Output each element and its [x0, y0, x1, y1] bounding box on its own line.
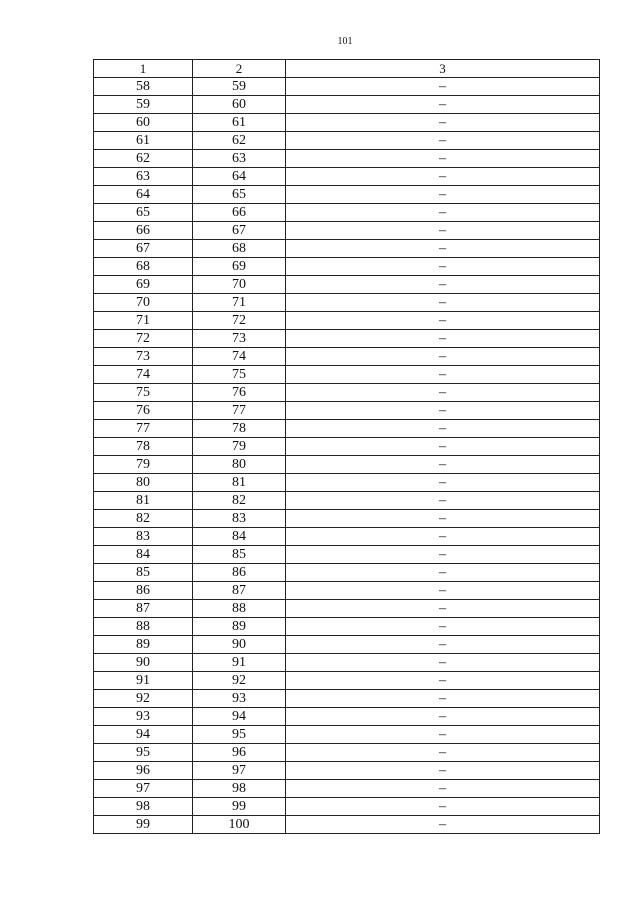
table-row	[94, 258, 600, 276]
table-row	[94, 492, 600, 510]
table-row	[94, 636, 600, 654]
table-cell-col-1: 98	[94, 798, 193, 816]
table-cell-col-1: 71	[94, 312, 193, 330]
table-cell-col-1: 97	[94, 780, 193, 798]
table-cell-col-3: –	[286, 384, 600, 402]
table-cell-col-2: 74	[193, 348, 286, 366]
table-cell-col-1: 95	[94, 744, 193, 762]
table-row	[94, 654, 600, 672]
table-cell-col-3: –	[286, 744, 600, 762]
table-row	[94, 168, 600, 186]
table-cell-col-3: –	[286, 420, 600, 438]
table-row	[94, 690, 600, 708]
table-cell-col-3: –	[286, 474, 600, 492]
table-cell-col-2: 81	[193, 474, 286, 492]
table-cell-col-2: 66	[193, 204, 286, 222]
table-cell-col-2: 73	[193, 330, 286, 348]
table-cell-col-3: –	[286, 168, 600, 186]
table-cell-col-2: 59	[193, 78, 286, 96]
table-cell-col-1: 66	[94, 222, 193, 240]
table-cell-col-1: 96	[94, 762, 193, 780]
table-row	[94, 78, 600, 96]
table-cell-col-3: –	[286, 726, 600, 744]
table-cell-col-3: –	[286, 456, 600, 474]
table-cell-col-2: 100	[193, 816, 286, 834]
table-cell-col-3: –	[286, 600, 600, 618]
data-table	[93, 59, 600, 834]
table-cell-col-2: 77	[193, 402, 286, 420]
table-cell-col-2: 67	[193, 222, 286, 240]
table-cell-col-2: 60	[193, 96, 286, 114]
table-cell-col-1: 92	[94, 690, 193, 708]
table-row	[94, 276, 600, 294]
table-cell-col-2: 83	[193, 510, 286, 528]
header-row	[94, 60, 600, 78]
table-row	[94, 240, 600, 258]
table-cell-col-3: –	[286, 186, 600, 204]
table-header	[94, 60, 600, 78]
table-cell-col-3: –	[286, 96, 600, 114]
table-cell-col-1: 82	[94, 510, 193, 528]
table-cell-col-1: 72	[94, 330, 193, 348]
table-row	[94, 546, 600, 564]
table-cell-col-3: –	[286, 240, 600, 258]
table-row	[94, 744, 600, 762]
table-cell-col-1: 59	[94, 96, 193, 114]
table-cell-col-3: –	[286, 672, 600, 690]
table-cell-col-1: 73	[94, 348, 193, 366]
table-cell-col-2: 93	[193, 690, 286, 708]
table-cell-col-1: 89	[94, 636, 193, 654]
table-cell-col-3: –	[286, 258, 600, 276]
table-cell-col-2: 92	[193, 672, 286, 690]
table-cell-col-1: 60	[94, 114, 193, 132]
table-row	[94, 816, 600, 834]
table-row	[94, 402, 600, 420]
table-cell-col-3: –	[286, 528, 600, 546]
table-row	[94, 798, 600, 816]
table-cell-col-1: 87	[94, 600, 193, 618]
table-cell-col-3: –	[286, 636, 600, 654]
table-row	[94, 420, 600, 438]
table-cell-col-1: 74	[94, 366, 193, 384]
table-row	[94, 294, 600, 312]
table-cell-col-1: 79	[94, 456, 193, 474]
table-row	[94, 132, 600, 150]
table-cell-col-1: 99	[94, 816, 193, 834]
table-row	[94, 384, 600, 402]
table-cell-col-3: –	[286, 546, 600, 564]
table-cell-col-3: –	[286, 564, 600, 582]
table-cell-col-3: –	[286, 132, 600, 150]
table-row	[94, 762, 600, 780]
table-cell-col-2: 71	[193, 294, 286, 312]
table-cell-col-3: –	[286, 348, 600, 366]
table-row	[94, 564, 600, 582]
table-cell-col-1: 78	[94, 438, 193, 456]
table-cell-col-1: 58	[94, 78, 193, 96]
table-cell-col-1: 88	[94, 618, 193, 636]
table-row	[94, 438, 600, 456]
table-cell-col-3: –	[286, 222, 600, 240]
table-row	[94, 618, 600, 636]
column-header-2: 2	[193, 60, 286, 78]
table-cell-col-2: 68	[193, 240, 286, 258]
table-cell-col-1: 70	[94, 294, 193, 312]
table-cell-col-2: 80	[193, 456, 286, 474]
table-cell-col-2: 62	[193, 132, 286, 150]
table-cell-col-2: 90	[193, 636, 286, 654]
table-cell-col-2: 79	[193, 438, 286, 456]
table-cell-col-1: 91	[94, 672, 193, 690]
table-row	[94, 780, 600, 798]
table-cell-col-2: 61	[193, 114, 286, 132]
table-cell-col-2: 86	[193, 564, 286, 582]
table-cell-col-2: 85	[193, 546, 286, 564]
table-cell-col-3: –	[286, 708, 600, 726]
table-cell-col-3: –	[286, 762, 600, 780]
table-cell-col-3: –	[286, 510, 600, 528]
table-cell-col-1: 63	[94, 168, 193, 186]
table-cell-col-2: 87	[193, 582, 286, 600]
table-cell-col-2: 69	[193, 258, 286, 276]
table-row	[94, 96, 600, 114]
table-row	[94, 348, 600, 366]
column-header-1: 1	[94, 60, 193, 78]
table-cell-col-3: –	[286, 816, 600, 834]
table-row	[94, 528, 600, 546]
table-cell-col-1: 64	[94, 186, 193, 204]
table-cell-col-2: 99	[193, 798, 286, 816]
table-cell-col-1: 77	[94, 420, 193, 438]
table-row	[94, 456, 600, 474]
table-cell-col-1: 80	[94, 474, 193, 492]
table-cell-col-2: 76	[193, 384, 286, 402]
table-row	[94, 222, 600, 240]
table-row	[94, 186, 600, 204]
table-cell-col-3: –	[286, 294, 600, 312]
table-cell-col-3: –	[286, 438, 600, 456]
table-cell-col-1: 81	[94, 492, 193, 510]
table-cell-col-3: –	[286, 798, 600, 816]
column-header-3: 3	[286, 60, 600, 78]
table-row	[94, 672, 600, 690]
table-cell-col-1: 67	[94, 240, 193, 258]
table-cell-col-3: –	[286, 312, 600, 330]
table-row	[94, 726, 600, 744]
table-row	[94, 366, 600, 384]
table-cell-col-1: 86	[94, 582, 193, 600]
table-cell-col-3: –	[286, 492, 600, 510]
table-cell-col-2: 98	[193, 780, 286, 798]
table-cell-col-1: 94	[94, 726, 193, 744]
table-cell-col-1: 65	[94, 204, 193, 222]
table-cell-col-3: –	[286, 78, 600, 96]
table-cell-col-1: 62	[94, 150, 193, 168]
table-cell-col-2: 82	[193, 492, 286, 510]
table-row	[94, 582, 600, 600]
table-row	[94, 600, 600, 618]
table-cell-col-1: 61	[94, 132, 193, 150]
table-cell-col-2: 84	[193, 528, 286, 546]
table-cell-col-3: –	[286, 618, 600, 636]
table-cell-col-2: 96	[193, 744, 286, 762]
table-cell-col-3: –	[286, 402, 600, 420]
table-cell-col-3: –	[286, 366, 600, 384]
table-cell-col-2: 95	[193, 726, 286, 744]
table-cell-col-2: 89	[193, 618, 286, 636]
table-cell-col-2: 64	[193, 168, 286, 186]
table-cell-col-3: –	[286, 330, 600, 348]
table-row	[94, 474, 600, 492]
table-cell-col-2: 94	[193, 708, 286, 726]
table-row	[94, 330, 600, 348]
table-cell-col-2: 78	[193, 420, 286, 438]
table-body	[94, 78, 600, 834]
table-cell-col-2: 91	[193, 654, 286, 672]
table-row	[94, 510, 600, 528]
page-number: 101	[337, 36, 353, 47]
table-cell-col-2: 88	[193, 600, 286, 618]
table-cell-col-1: 83	[94, 528, 193, 546]
table-cell-col-3: –	[286, 654, 600, 672]
table-row	[94, 150, 600, 168]
table-cell-col-1: 75	[94, 384, 193, 402]
table-cell-col-2: 72	[193, 312, 286, 330]
table-cell-col-2: 70	[193, 276, 286, 294]
table-cell-col-2: 63	[193, 150, 286, 168]
table-cell-col-1: 76	[94, 402, 193, 420]
table-cell-col-3: –	[286, 582, 600, 600]
table-cell-col-3: –	[286, 150, 600, 168]
table-cell-col-2: 75	[193, 366, 286, 384]
table-row	[94, 312, 600, 330]
table-cell-col-2: 97	[193, 762, 286, 780]
table-cell-col-3: –	[286, 780, 600, 798]
table-cell-col-3: –	[286, 690, 600, 708]
table-cell-col-1: 84	[94, 546, 193, 564]
table-cell-col-3: –	[286, 204, 600, 222]
table-cell-col-3: –	[286, 114, 600, 132]
table-cell-col-1: 68	[94, 258, 193, 276]
table-cell-col-1: 69	[94, 276, 193, 294]
table-row	[94, 114, 600, 132]
table-cell-col-3: –	[286, 276, 600, 294]
table-cell-col-1: 90	[94, 654, 193, 672]
table-cell-col-1: 85	[94, 564, 193, 582]
table-cell-col-1: 93	[94, 708, 193, 726]
table-row	[94, 204, 600, 222]
table-row	[94, 708, 600, 726]
table-cell-col-2: 65	[193, 186, 286, 204]
